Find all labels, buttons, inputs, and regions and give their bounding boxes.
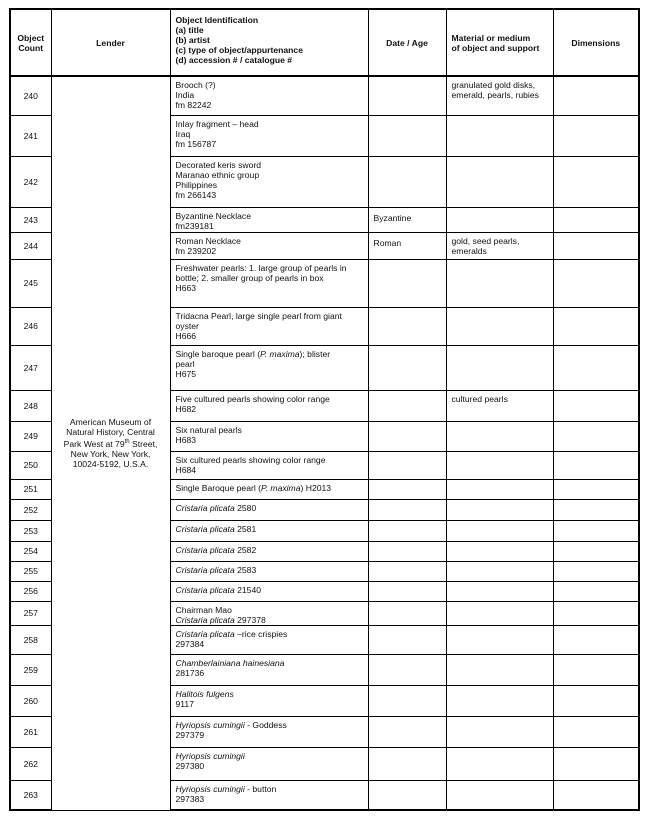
object-identification-cell [170, 451, 368, 479]
object-identification-cell [170, 685, 368, 716]
species-name: Hyriopsis cumingii [175, 750, 245, 761]
material-cell [446, 654, 553, 685]
identification-line: Byzantine Necklace [175, 210, 251, 221]
identification-line: Single baroque pearl (P. maxima); blister [175, 348, 331, 359]
material-cell [446, 451, 553, 479]
object-count-cell: 245 [10, 259, 51, 307]
object-identification-cell [170, 156, 368, 207]
dimensions-cell [553, 207, 639, 232]
identification-line [176, 751, 363, 761]
date-age-cell [368, 451, 446, 479]
object-identification-cell [170, 561, 368, 581]
date-age-cell: Byzantine [368, 207, 446, 232]
material-line: cultured pearls [451, 393, 508, 404]
identification-line: fm239181 [175, 220, 214, 231]
dimensions-cell [553, 499, 639, 520]
identification-line: 281736 [175, 667, 205, 678]
identification-line: Cristaria plicata 297378 [175, 614, 266, 625]
material-cell [446, 561, 553, 581]
object-identification-cell [170, 421, 368, 451]
dimensions-cell [553, 479, 639, 499]
object-count-cell: 251 [10, 479, 51, 499]
object-identification-cell [170, 499, 368, 520]
object-identification-cell [170, 479, 368, 499]
dimensions-cell [553, 561, 639, 581]
date-age-cell [368, 625, 446, 654]
identification-line: Inlay fragment – head [175, 118, 259, 129]
material-line: emeralds [451, 245, 487, 256]
dimensions-cell [553, 601, 639, 625]
identification-line: Philippines [175, 179, 218, 190]
date-age-cell [368, 499, 446, 520]
material-line: granulated gold disks, [451, 80, 536, 90]
date-age-cell [368, 581, 446, 601]
identification-line: H683 [175, 434, 197, 445]
material-line: emerald, pearls, rubies [451, 90, 539, 100]
date-age-cell [368, 307, 446, 345]
identification-line: Freshwater pearls: 1. large group of pearls in [175, 262, 347, 273]
species-name: Cristaria plicata [175, 614, 235, 625]
identification-line: 297380 [175, 760, 205, 771]
object-count-cell: 248 [10, 390, 51, 421]
dimensions-cell [553, 115, 639, 156]
object-identification-cell [170, 390, 368, 421]
material-cell [446, 625, 553, 654]
object-identification-cell [170, 76, 368, 115]
object-count-cell: 247 [10, 345, 51, 390]
dimensions-cell [553, 716, 639, 747]
species-name: P. maxima [261, 482, 301, 493]
object-identification-cell [170, 780, 368, 810]
identification-line: Single Baroque pearl (P. maxima) H2013 [175, 482, 332, 493]
identification-line: Chairman Mao [175, 604, 232, 615]
species-name: P. maxima [260, 348, 300, 359]
identification-line: 297383 [175, 793, 205, 804]
dimensions-cell [553, 259, 639, 307]
identification-line: Brooch (?) [175, 80, 216, 90]
material-cell [446, 520, 553, 541]
date-age-cell [368, 561, 446, 581]
header-material: Material or medium of object and support [446, 9, 553, 76]
dimensions-cell [553, 747, 639, 780]
dimensions-cell [553, 421, 639, 451]
identification-line: pearl [175, 358, 195, 369]
object-identification-cell [170, 115, 368, 156]
identification-line: Maranao ethnic group [175, 169, 260, 180]
identification-line: fm 266143 [175, 189, 217, 200]
lender-cell: American Museum of Natural History, Central Park West at 79th Street, New York, New York, 10024-5192, U.S.A. [51, 76, 170, 810]
object-identification-cell [170, 232, 368, 259]
dimensions-cell [553, 156, 639, 207]
object-count-cell: 252 [10, 499, 51, 520]
identification-line: Decorated keris sword [175, 159, 261, 170]
species-name: Hyriopsis cumingii [175, 719, 245, 730]
identification-line: fm 82242 [175, 100, 212, 110]
date-age-cell [368, 654, 446, 685]
object-count-cell: 255 [10, 561, 51, 581]
object-count-cell: 257 [10, 601, 51, 625]
object-count-cell: 254 [10, 541, 51, 561]
material-cell [446, 601, 553, 625]
material-cell [446, 232, 553, 259]
object-identification-cell [170, 259, 368, 307]
material-cell [446, 747, 553, 780]
object-count-cell: 250 [10, 451, 51, 479]
species-name: Halitois fulgens [175, 688, 234, 699]
identification-line: H682 [175, 403, 197, 414]
material-cell [446, 259, 553, 307]
date-age-cell [368, 479, 446, 499]
date-age-cell [368, 156, 446, 207]
identification-line: Six natural pearls [175, 424, 242, 435]
date-age-cell [368, 259, 446, 307]
identification-line: Cristaria plicata 2583 [175, 564, 257, 575]
dimensions-cell [553, 625, 639, 654]
species-name: Cristaria plicata [175, 628, 235, 639]
object-count-cell: 246 [10, 307, 51, 345]
object-count-cell: 262 [10, 747, 51, 780]
identification-line: H675 [175, 368, 197, 379]
identification-line: Cristaria plicata 2582 [175, 544, 257, 555]
object-identification-cell [170, 654, 368, 685]
dimensions-cell [553, 76, 639, 115]
identification-line: India [175, 90, 195, 100]
material-cell [446, 685, 553, 716]
header-dimensions: Dimensions [553, 9, 639, 76]
species-name: Cristaria plicata [175, 502, 235, 513]
material-cell [446, 307, 553, 345]
identification-line [176, 689, 363, 699]
object-identification-cell [170, 345, 368, 390]
header-lender: Lender [51, 9, 170, 76]
dimensions-cell [553, 780, 639, 810]
material-cell [446, 115, 553, 156]
identification-line: Hyriopsis cumingii - button [175, 783, 277, 794]
dimensions-cell [553, 541, 639, 561]
dimensions-cell [553, 520, 639, 541]
date-age-cell [368, 115, 446, 156]
object-identification-cell [170, 207, 368, 232]
object-count-cell: 243 [10, 207, 51, 232]
identification-line: bottle; 2. smaller group of pearls in box [175, 272, 324, 283]
material-cell [446, 499, 553, 520]
identification-line: Roman Necklace [175, 235, 241, 246]
identification-line: Hyriopsis cumingii - Goddess [175, 719, 287, 730]
object-count-cell: 258 [10, 625, 51, 654]
species-name: Hyriopsis cumingii [175, 783, 245, 794]
object-count-cell: 260 [10, 685, 51, 716]
date-age-cell [368, 76, 446, 115]
object-identification-cell [170, 747, 368, 780]
material-cell [446, 780, 553, 810]
material-cell [446, 479, 553, 499]
material-cell [446, 390, 553, 421]
date-age-cell [368, 541, 446, 561]
table-row [10, 76, 639, 115]
header-object-count: Object Count [10, 9, 51, 76]
species-name: Chamberlainiana hainesiana [175, 657, 285, 668]
material-cell [446, 345, 553, 390]
identification-line: fm 239202 [175, 245, 217, 256]
material-cell [446, 76, 553, 115]
object-count-cell: 259 [10, 654, 51, 685]
dimensions-cell [553, 654, 639, 685]
object-count-cell: 256 [10, 581, 51, 601]
dimensions-cell [553, 390, 639, 421]
identification-line: Cristaria plicata 21540 [175, 584, 262, 595]
dimensions-cell [553, 581, 639, 601]
identification-line: H684 [175, 464, 197, 475]
object-count-cell: 244 [10, 232, 51, 259]
object-count-cell: 253 [10, 520, 51, 541]
object-identification-cell [170, 541, 368, 561]
identification-line: Six cultured pearls showing color range [175, 454, 326, 465]
object-identification-cell [170, 716, 368, 747]
dimensions-cell [553, 345, 639, 390]
material-cell [446, 541, 553, 561]
dimensions-cell [553, 232, 639, 259]
object-count-cell: 249 [10, 421, 51, 451]
object-inventory-table [9, 8, 640, 811]
species-name: Cristaria plicata [175, 564, 235, 575]
identification-line: Iraq [175, 128, 191, 139]
identification-line: Tridacna Pearl, large single pearl from giant [175, 310, 342, 321]
object-identification-cell [170, 601, 368, 625]
identification-line [176, 658, 363, 668]
material-cell [446, 207, 553, 232]
identification-line: 9117 [175, 698, 194, 709]
material-cell [446, 421, 553, 451]
date-age-cell [368, 685, 446, 716]
identification-line: Cristaria plicata 2581 [175, 523, 257, 534]
material-cell [446, 581, 553, 601]
date-age-cell: Roman [368, 232, 446, 259]
material-cell [446, 716, 553, 747]
dimensions-cell [553, 685, 639, 716]
object-identification-cell [170, 307, 368, 345]
identification-line: 297384 [175, 638, 205, 649]
date-age-cell [368, 601, 446, 625]
object-identification-cell [170, 625, 368, 654]
material-line: gold, seed pearls, [451, 235, 520, 246]
species-name: Cristaria plicata [175, 523, 235, 534]
identification-line: Cristaria plicata 2580 [175, 502, 257, 513]
object-count-cell: 242 [10, 156, 51, 207]
identification-line: 297379 [175, 729, 205, 740]
date-age-cell [368, 345, 446, 390]
identification-line: fm 156787 [175, 138, 217, 149]
object-identification-cell [170, 581, 368, 601]
material-cell [446, 156, 553, 207]
species-name: Cristaria plicata [175, 584, 235, 595]
date-age-cell [368, 421, 446, 451]
identification-line: Five cultured pearls showing color range [175, 393, 330, 404]
date-age-cell [368, 780, 446, 810]
header-object-identification: Object Identification (a) title (b) artist (c) type of object/appurtenance (d) accession # / catalogue # [170, 9, 368, 76]
identification-line: oyster [175, 320, 199, 331]
object-count-cell: 261 [10, 716, 51, 747]
object-count-cell: 263 [10, 780, 51, 810]
date-age-cell [368, 390, 446, 421]
identification-line: H666 [175, 330, 197, 341]
date-age-cell [368, 747, 446, 780]
object-count-cell: 241 [10, 115, 51, 156]
header-row [10, 9, 639, 76]
date-age-cell [368, 520, 446, 541]
object-identification-cell [170, 520, 368, 541]
date-age-cell [368, 716, 446, 747]
dimensions-cell [553, 451, 639, 479]
object-count-cell: 240 [10, 76, 51, 115]
header-date-age: Date / Age [368, 9, 446, 76]
dimensions-cell [553, 307, 639, 345]
identification-line: H663 [175, 282, 197, 293]
species-name: Cristaria plicata [175, 544, 235, 555]
identification-line: Cristaria plicata –rice crispies [175, 628, 288, 639]
